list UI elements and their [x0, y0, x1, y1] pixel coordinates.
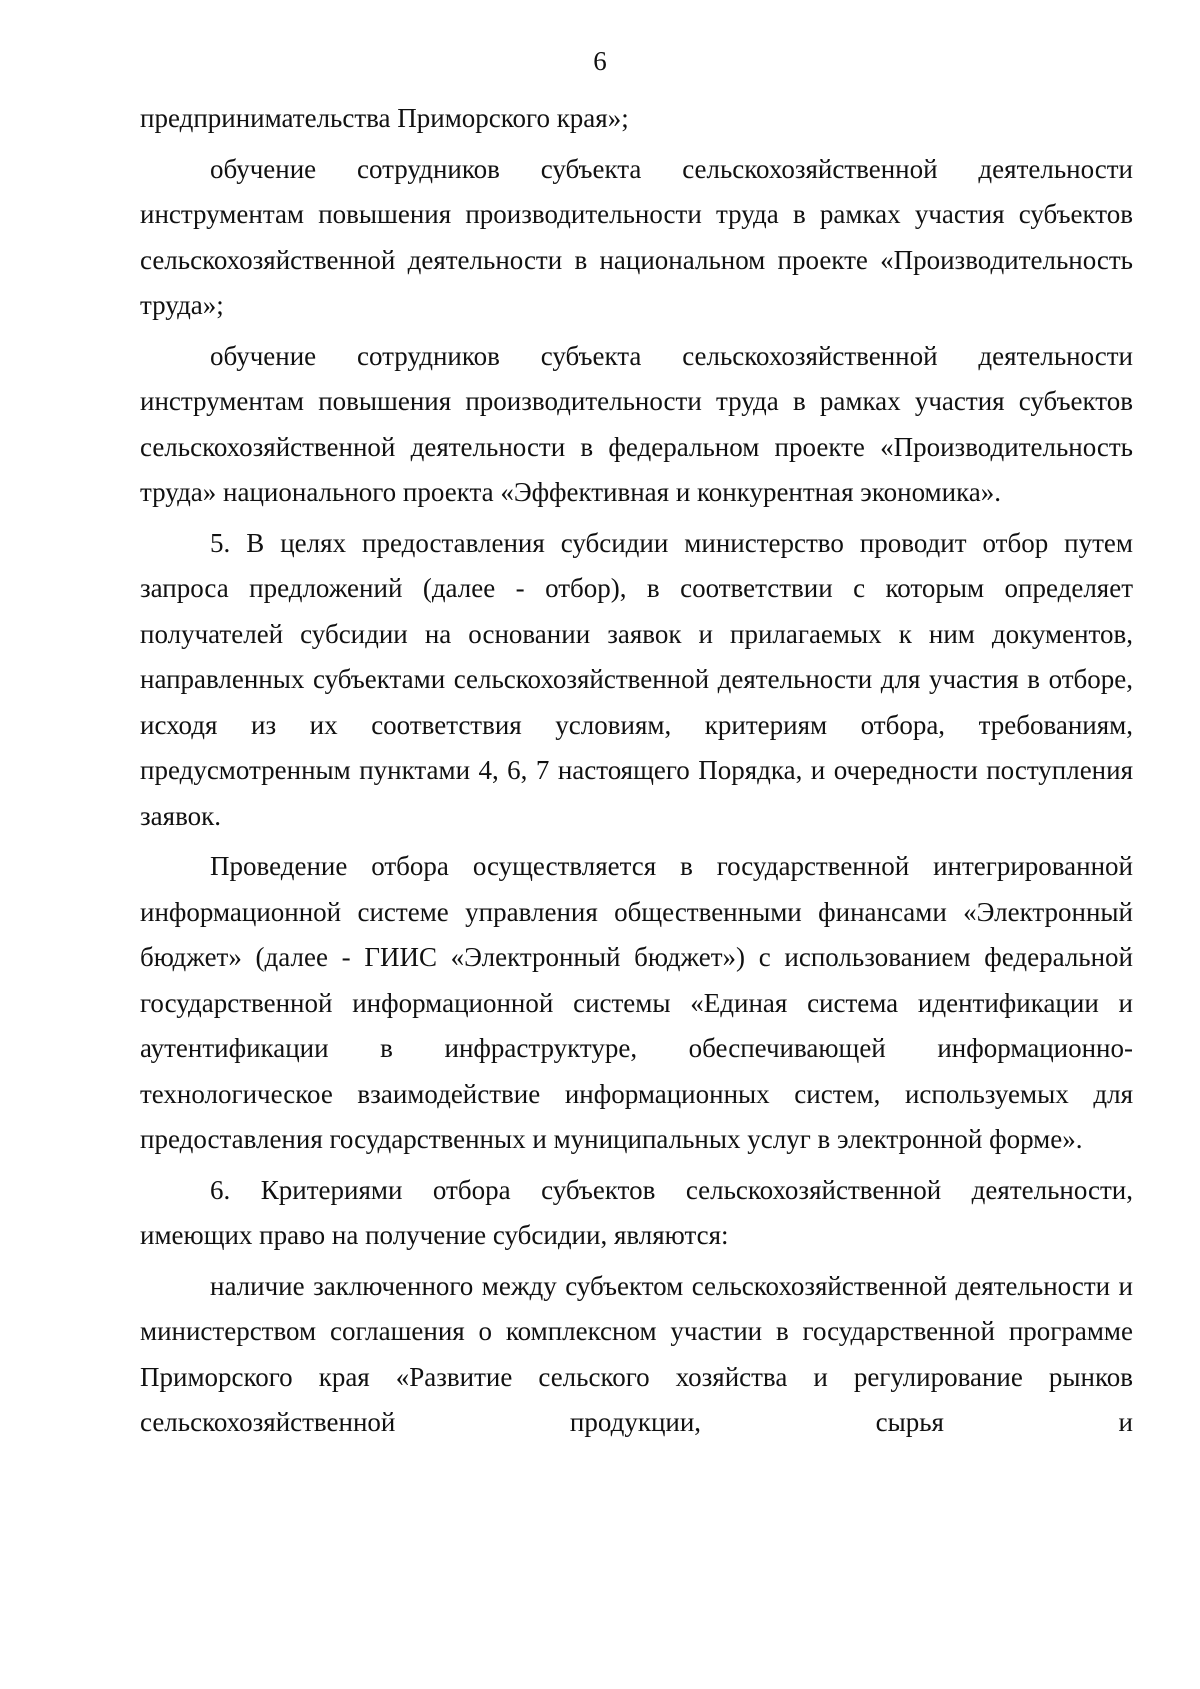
paragraph-4-section-5: 5. В целях предоставления субсидии министерство проводит отбор путем запроса предложений (далее - отбор), в соответствии с которым определяет получателей субсидии на основании заявок и прилагаемых к ним документов, направленных субъектами сельскохозяйственной деятельности для участия в отборе, исходя из их соответствия условиям, критериям отбора, требованиям, предусмотренным пунктами 4, 6, 7 настоящего Порядка, и очередности поступления заявок.: [140, 527, 1133, 831]
paragraph-3-federal-project-training: обучение сотрудников субъекта сельскохозяйственной деятельности инструментам повышения производительности труда в рамках участия субъектов сельскохозяйственной деятельности в федеральном проекте «Производительность труда» национального проекта «Эффективная и конкурентная экономика».: [140, 340, 1133, 507]
paragraph-1-continuation: предпринимательства Приморского края»;: [140, 103, 629, 133]
paragraph-6-section-6-criteria: 6. Критериями отбора субъектов сельскохозяйственной деятельности, имеющих право на получение субсидии, являются:: [140, 1174, 1133, 1250]
paragraph-2-national-project-training: обучение сотрудников субъекта сельскохозяйственной деятельности инструментам повышения производительности труда в рамках участия субъектов сельскохозяйственной деятельности в национальном проекте «Производительность труда»;: [140, 153, 1133, 320]
document-body: [140, 96, 1133, 1446]
paragraph-5-selection-procedure: Проведение отбора осуществляется в государственной интегрированной информационной системе управления общественными финансами «Электронный бюджет» (далее - ГИИС «Электронный бюджет») с использованием федеральной государственной информационной системы «Единая система идентификации и аутентификации в инфраструктуре, обеспечивающей информационно-технологическое взаимодействие информационных систем, используемых для предоставления государственных и муниципальных услуг в электронной форме».: [140, 851, 1133, 1154]
paragraph-7-agreement-criterion: наличие заключенного между субъектом сельскохозяйственной деятельности и министерством соглашения о комплексном участии в государственной программе Приморского края «Развитие сельского хозяйства и регулирование рынков сельскохозяйственной продукции, сырья и: [140, 1270, 1133, 1437]
page-number: 6: [593, 46, 607, 76]
